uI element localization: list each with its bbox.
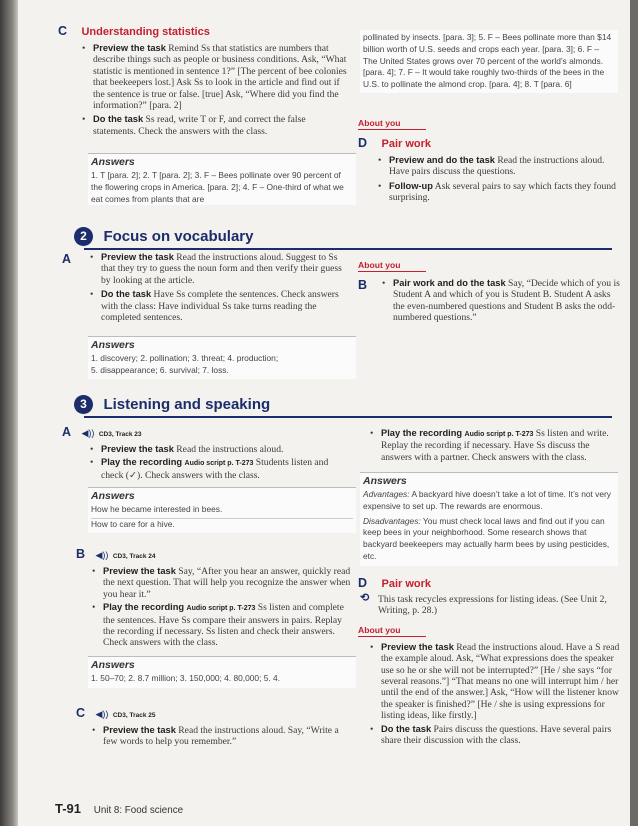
bullet-text: Say, “Decide which of you is Student A and which of you is Student B. Student A asks the even-numbered questions and Student B asks the odd-numbered questions.” [393, 278, 620, 324]
section-title: Understanding statistics [81, 26, 210, 38]
bullet-text: Say, “After you hear an answer, quickly read the next question. That will help you recognize the answer when you hear it.” [103, 566, 351, 600]
textbook-page [18, 0, 630, 826]
bullet-item [90, 444, 352, 455]
bullet-text: Remind Ss that statistics are numbers that describe things such as people or business conditions. Ask, “What statistic is mentioned in sentence 1?” [The percent of bee colonies that beekeepers lost.] Ask Ss to look in the article and find out if the sentence is true or false. [true] Ask, “Where did you find the information?” [para. 2] [93, 43, 347, 112]
bullet-label: Preview the task [101, 444, 174, 454]
answers-box [88, 656, 356, 688]
bullet-label: Preview and do the task [389, 155, 495, 165]
bullet-text: Read the instructions aloud. Suggest to Ss that they try to guess the noun form and then verify their guess by looking at the article. [101, 252, 342, 286]
page-number: T-91 [55, 801, 82, 816]
track-label: CD3, Track 25 [112, 712, 156, 719]
audio-icon: ◀)) [81, 428, 95, 438]
answers-line: How he became interested in bees. [91, 504, 223, 514]
bullet-text: Pairs discuss the questions. Have several pairs share their discussion with the class. [381, 723, 612, 747]
answers-heading: Answers [91, 339, 135, 351]
disadvantages-text [363, 516, 615, 563]
section-heading: Focus on vocabulary [103, 228, 254, 245]
bullet-text: Read the instructions aloud. Say, “Write a few words to help you remember.” [103, 725, 339, 748]
section-letter: A [62, 425, 72, 439]
answers-heading: Answers [363, 475, 407, 487]
answers-line: How to care for a hive. [91, 518, 353, 531]
bullet-label: Do the task [93, 114, 144, 125]
answers-text: 1. 50–70; 2. 8.7 million; 3. 150,000; 4. 80,000; 5. 4. [91, 673, 281, 683]
bullet-text: Ss listen and write. Replay the recording if necessary. Have Ss discuss the answers with a partner. Check answers with the class. [381, 428, 609, 463]
bullet-label: Follow-up [389, 180, 433, 191]
audio-script-ref: Audio script p. T-273 [186, 605, 256, 613]
section-d-pair-work [358, 118, 620, 204]
section-title: Pair work [381, 138, 432, 150]
bullet-item [370, 724, 620, 747]
bullet-item [90, 252, 352, 286]
section-divider [84, 248, 612, 250]
recycle-icon: ⟲ [360, 592, 370, 604]
audio-script-ref: Audio script p. T-273 [184, 460, 254, 468]
bullet-item [90, 457, 352, 481]
bullet-item [370, 642, 620, 722]
section-3a [62, 423, 352, 481]
bullet-text: Ask several pairs to say which facts they found surprising. [389, 180, 616, 204]
section-3c [76, 704, 352, 748]
bullet-item [90, 289, 352, 323]
bullet-label: Play the recording [381, 428, 463, 438]
bullet-label: Preview the task [101, 252, 174, 262]
section-letter: B [76, 547, 86, 561]
about-you-label: About you [358, 260, 426, 272]
track-label: CD3, Track 24 [112, 553, 156, 560]
bullet-label: Preview the task [93, 43, 166, 53]
section-letter: A [62, 252, 72, 266]
section-letter: D [358, 136, 368, 150]
disadvantages-label: Disadvantages: [363, 515, 421, 526]
bullet-item [82, 43, 348, 111]
bullet-item [378, 181, 620, 204]
answers-heading: Answers [91, 490, 135, 502]
section-c-understanding-statistics [58, 22, 348, 137]
audio-script-ref: Audio script p. T-273 [464, 431, 534, 438]
answers-heading: Answers [91, 659, 135, 671]
answers-box [88, 487, 356, 533]
bullet-text: Read the instructions aloud. Have pairs discuss the questions. [389, 155, 605, 178]
answers-box [88, 153, 356, 205]
bullet-item [92, 602, 352, 649]
section-divider [84, 416, 612, 418]
advantages-text [363, 489, 615, 513]
answers-box [88, 336, 356, 379]
answers-line: 5. disappearance; 6. survival; 7. loss. [91, 364, 229, 375]
bullet-label: Preview the task [103, 566, 176, 576]
answers-text: pollinated by insects. [para. 3]; 5. F – Bees pollinate more than $14 billion worth of U.S. seeds and crops each year. [para. 3]; 6. F – The United States grows over 70 percent of the world’s almonds. [para. 4]; 7. F – It would take roughly two-thirds of the bees in the U.S. to pollinate the almond crop. [para. 4]; 8. T [para. 6] [363, 32, 612, 90]
disadvantages-body: You must check local laws and find out if you can keep bees in your neighborhood. Some research shows that backyard beekeepers may actually harm bees by using pesticides, etc. [363, 515, 610, 561]
section-2b [358, 260, 620, 324]
about-you-label: About you [358, 118, 426, 130]
bullet-text: Read the instructions aloud. [176, 444, 284, 455]
audio-icon: ◀)) [95, 550, 109, 560]
section-letter: C [58, 24, 68, 38]
section-2a [62, 252, 352, 323]
bullet-item [82, 114, 348, 137]
unit-title: Unit 8: Food science [93, 805, 184, 816]
bullet-label: Do the task [381, 723, 432, 734]
bullet-item [370, 428, 620, 463]
section-title: Pair work [381, 578, 432, 590]
advantages-body: A backyard hive doesn’t take a lot of time. It’s not very expensive to set up. The rewards are enormous. [363, 489, 611, 511]
bullet-item [378, 155, 620, 178]
bullet-text: Ss listen and complete the sentences. Have Ss compare their answers in pairs. Replay the recording if necessary. Ss listen and check their answers. Check answers with the class. [103, 602, 344, 649]
answers-heading: Answers [91, 156, 135, 168]
section-letter: B [358, 278, 368, 292]
recycle-note [360, 594, 620, 617]
section-heading: Listening and speaking [103, 396, 271, 413]
bullet-label: Play the recording [103, 602, 185, 613]
section-3c-continued [370, 428, 620, 463]
section-number-badge: 3 [74, 395, 93, 414]
bullet-text: Read the instructions aloud. Have a S read the example aloud. Ask, “What expressions does the speaker use so he or she will not be interrupted?” [He / she says “for several reasons.”] “That means no one will interrupt him / her until the end of the answer.] Ask, “How will the listener know the speaker is finished?” [He / she is using expressions for listing ideas, like firstly.] [381, 641, 620, 722]
section-3-header [74, 395, 614, 414]
bullet-label: Do the task [101, 289, 152, 300]
bullet-label: Pair work and do the task [393, 278, 506, 288]
page-footer [55, 801, 183, 816]
audio-icon: ◀)) [95, 709, 109, 719]
advantages-label: Advantages: [363, 489, 410, 499]
bullet-item [92, 725, 352, 748]
bullet-text: Students listen and check (✓). Check answers with the class. [101, 457, 329, 481]
bullet-item [92, 566, 352, 600]
book-spine [0, 0, 18, 826]
bullet-item [382, 278, 620, 324]
bullet-text: Ss read, write T or F, and correct the false statements. Check the answers with the class. [93, 114, 306, 137]
section-2-header [74, 227, 614, 246]
answers-line: 1. discovery; 2. pollination; 3. threat; 4. production; [91, 353, 279, 363]
section-3d-pair-work [358, 574, 620, 746]
bullet-label: Preview the task [381, 641, 454, 652]
bullet-label: Play the recording [101, 457, 183, 468]
recycle-text: This task recycles expressions for listing ideas. (See Unit 2, Writing, p. 28.) [378, 594, 607, 617]
bullet-text: Have Ss complete the sentences. Check answers with the class: Have individual Ss take turns reading the completed sentences. [101, 289, 339, 324]
answers-continued-box [360, 30, 618, 93]
answers-text: 1. T [para. 2]; 2. T [para. 2]; 3. F – Bees pollinate over 90 percent of the flowering crops in America. [para. 2]; 4. F – One-third of what we eat comes from plants that are [91, 170, 344, 204]
section-letter: D [358, 576, 368, 590]
section-number-badge: 2 [74, 227, 93, 246]
section-3b [76, 545, 352, 649]
answers-box [360, 472, 618, 566]
track-label: CD3, Track 23 [98, 431, 142, 438]
section-letter: C [76, 706, 86, 720]
about-you-label: About you [358, 625, 426, 637]
bullet-label: Preview the task [103, 725, 176, 735]
